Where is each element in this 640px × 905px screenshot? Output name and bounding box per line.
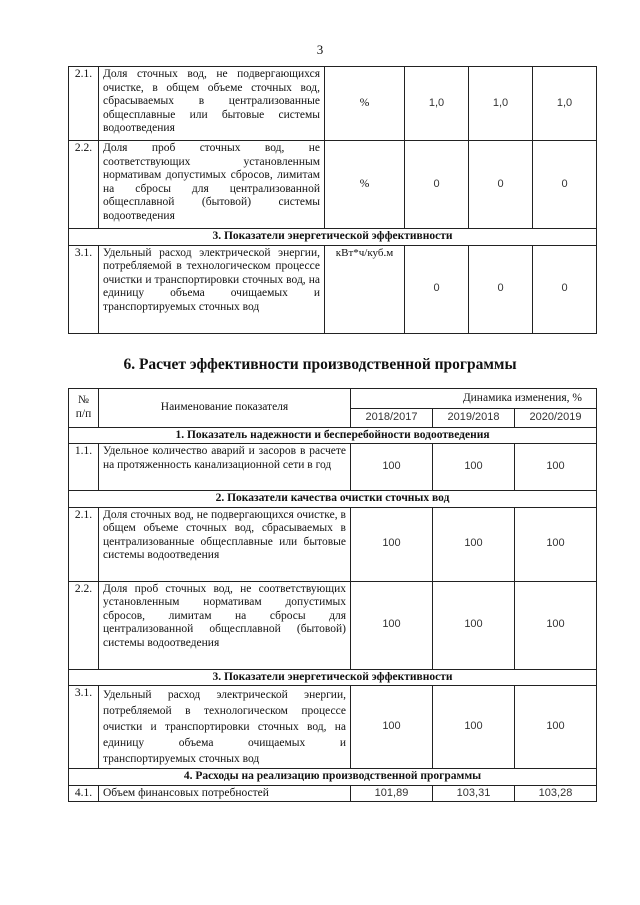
year-header: 2020/2019 <box>515 409 597 428</box>
indicator-name: Доля сточных вод, не подвергающихся очистке, в общем объеме сточных вод, сбрасываемых в централизованные общесплавные или бытовые системы водоотведения <box>99 67 325 141</box>
section-row <box>69 229 597 246</box>
value-cell: 100 <box>351 686 433 769</box>
table-row <box>69 141 597 229</box>
value-cell: 100 <box>433 581 515 669</box>
year-header: 2019/2018 <box>433 409 515 428</box>
value-cell: 100 <box>433 507 515 581</box>
section-title: 1. Показатель надежности и бесперебойности водоотведения <box>69 427 597 444</box>
value-cell: 0 <box>533 141 597 229</box>
section-heading: 6. Расчет эффективности производственной программы <box>123 356 517 373</box>
name-header: Наименование показателя <box>99 389 351 428</box>
section-row <box>69 427 597 444</box>
value-cell: 0 <box>405 141 469 229</box>
value-cell: 100 <box>515 686 597 769</box>
row-number: 1.1. <box>69 444 99 491</box>
row-number: 4.1. <box>69 785 99 802</box>
value-cell: 1,0 <box>405 67 469 141</box>
value-cell: 100 <box>515 444 597 491</box>
value-cell: 103,28 <box>515 785 597 802</box>
section-title: 4. Расходы на реализацию производственной программы <box>69 769 597 786</box>
value-cell: 100 <box>351 507 433 581</box>
row-number: 3.1. <box>69 686 99 769</box>
table-row <box>69 444 597 491</box>
unit-cell: % <box>325 67 405 141</box>
page-number: 3 <box>316 42 324 57</box>
table-row <box>69 785 597 802</box>
number-header <box>69 389 99 428</box>
header-row <box>69 389 597 409</box>
indicators-table-continued <box>68 66 597 334</box>
section-row <box>69 769 597 786</box>
indicator-name: Объем финансовых потребностей <box>99 785 351 802</box>
number-header-line2: п/п <box>75 407 92 420</box>
value-cell: 100 <box>515 581 597 669</box>
value-cell: 1,0 <box>533 67 597 141</box>
row-number: 2.1. <box>69 67 99 141</box>
efficiency-table <box>68 388 597 802</box>
section-title: 3. Показатели энергетической эффективности <box>69 229 597 246</box>
row-number: 3.1. <box>69 245 99 333</box>
indicator-name: Доля проб сточных вод, не соответствующих установленным нормативам допустимых сбросов, лимитам на сбросы для централизованной общесплавной (бытовой) системы водоотведения <box>99 581 351 669</box>
section-title: 2. Показатели качества очистки сточных вод <box>69 491 597 508</box>
value-cell: 100 <box>433 444 515 491</box>
row-number: 2.2. <box>69 581 99 669</box>
indicator-name: Удельный расход электрической энергии, потребляемой в технологическом процессе очистки и транспортировки сточных вод, на единицу объема очищаемых и транспортируемых сточных вод <box>99 245 325 333</box>
value-cell: 100 <box>515 507 597 581</box>
row-number: 2.2. <box>69 141 99 229</box>
value-cell: 101,89 <box>351 785 433 802</box>
value-cell: 0 <box>405 245 469 333</box>
year-header: 2018/2017 <box>351 409 433 428</box>
table-row <box>69 507 597 581</box>
indicator-name: Доля проб сточных вод, не соответствующих установленным нормативам допустимых сбросов, лимитам на сбросы для централизованной общесплавной (бытовой) системы водоотведения <box>99 141 325 229</box>
dynamics-header: Динамика изменения, % <box>351 389 597 409</box>
row-number: 2.1. <box>69 507 99 581</box>
indicator-name: Доля сточных вод, не подвергающихся очистке, в общем объеме сточных вод, сбрасываемых в централизованные общесплавные или бытовые системы водоотведения <box>99 507 351 581</box>
unit-cell: кВт*ч/куб.м <box>325 245 405 333</box>
table-row <box>69 686 597 769</box>
value-cell: 100 <box>351 444 433 491</box>
table-row <box>69 67 597 141</box>
value-cell: 100 <box>351 581 433 669</box>
number-header-line1: № <box>78 394 89 407</box>
value-cell: 1,0 <box>469 67 533 141</box>
section-row <box>69 491 597 508</box>
value-cell: 0 <box>533 245 597 333</box>
indicator-name: Удельное количество аварий и засоров в расчете на протяженность канализационной сети в год <box>99 444 351 491</box>
value-cell: 103,31 <box>433 785 515 802</box>
section-row <box>69 669 597 686</box>
value-cell: 100 <box>433 686 515 769</box>
value-cell: 0 <box>469 141 533 229</box>
table-row <box>69 581 597 669</box>
value-cell: 0 <box>469 245 533 333</box>
unit-cell: % <box>325 141 405 229</box>
indicator-name: Удельный расход электрической энергии, потребляемой в технологическом процессе очистки и транспортировки сточных вод, на единицу объема очищаемых и транспортируемых сточных вод <box>99 686 351 769</box>
table-row <box>69 245 597 333</box>
section-title: 3. Показатели энергетической эффективности <box>69 669 597 686</box>
